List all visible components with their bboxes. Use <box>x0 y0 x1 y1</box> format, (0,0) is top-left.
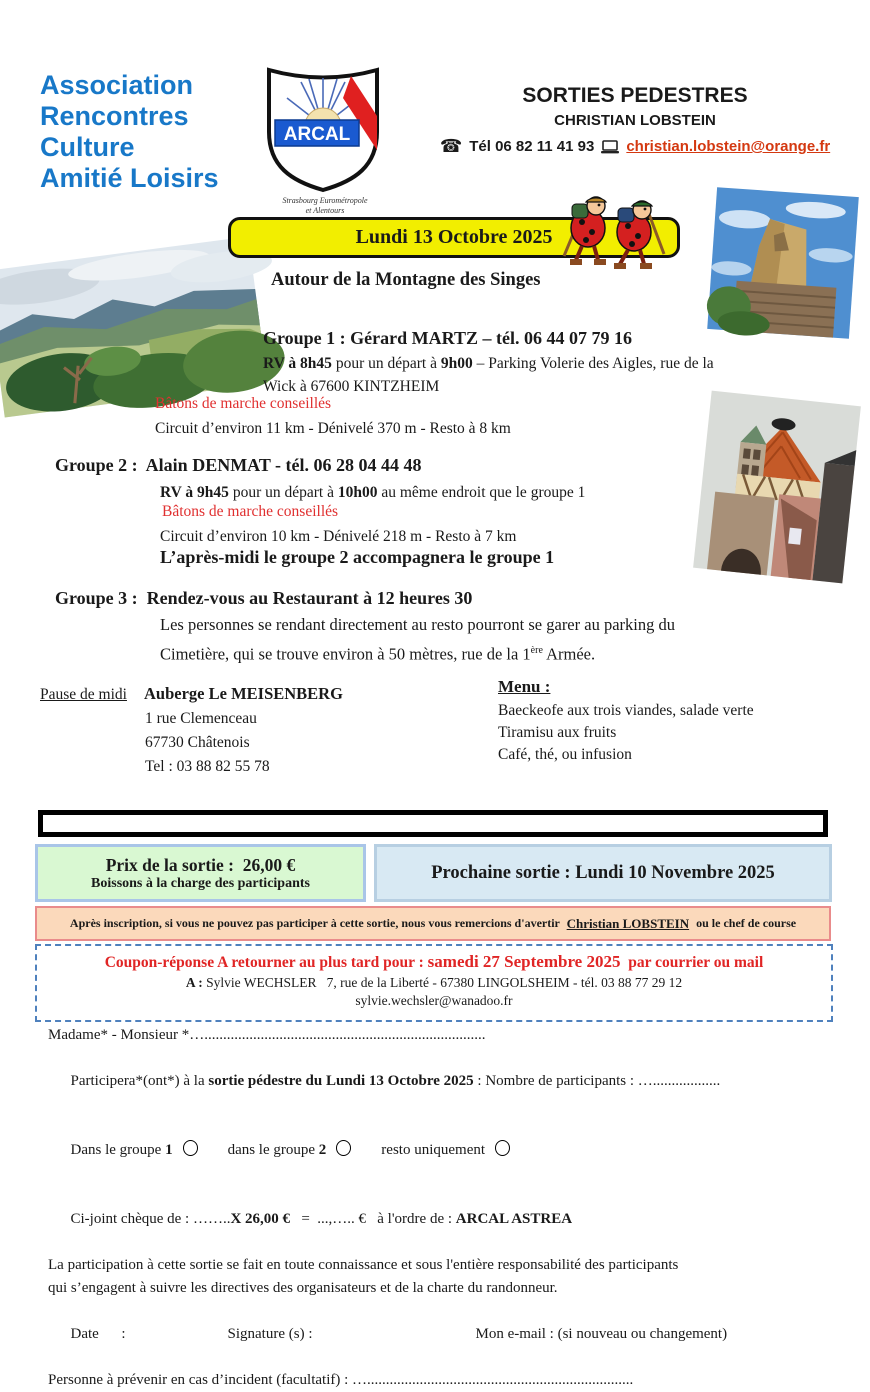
coupon-address-text: Sylvie WECHSLER 7, rue de la Liberté - 67380 LINGOLSHEIM - tél. 03 88 77 29 12 <box>202 975 683 990</box>
form-participation-pre: Participera*(ont*) à la <box>70 1073 209 1089</box>
form-email-label: Mon e-mail : (si nouveau ou changement) <box>475 1326 728 1342</box>
coupon-email-link[interactable]: sylvie.wechsler@wanadoo.fr <box>355 993 513 1008</box>
group2-rv-rest: au même endroit que le groupe 1 <box>377 484 586 501</box>
association-title <box>40 70 219 194</box>
group2-choice-circle[interactable] <box>336 1140 351 1156</box>
form-resto-label: resto uniquement <box>381 1142 486 1158</box>
form-responsibility-line1: La participation à cette sortie se fait en toute connaissance et sous l'entière responsabilité des participants <box>48 1257 679 1273</box>
outing-date: Lundi 13 Octobre 2025 <box>355 226 553 248</box>
restaurant-address2: 67730 Châtenois <box>145 734 250 751</box>
group2-rv-time: RV à 9h45 <box>160 484 229 501</box>
contact-phone: Tél 06 82 11 41 93 <box>469 138 595 155</box>
castle-photo <box>707 187 859 339</box>
group1-start-time: 9h00 <box>440 355 473 372</box>
arcal-logo <box>263 64 383 196</box>
group3-body <box>160 612 820 668</box>
group3-body-line2-pre: Cimetière, qui se trouve environ à 50 mètres, rue de la 1 <box>160 644 531 664</box>
form-group-choice-line <box>48 1116 843 1185</box>
form-cheque-line <box>48 1185 843 1254</box>
coupon-headline-post: par courrier ou mail <box>620 954 764 971</box>
group2-afternoon-note: L’après-midi le groupe 2 accompagnera le groupe 1 <box>160 547 555 567</box>
form-group1-number: 1 <box>165 1142 173 1158</box>
group3-body-line2-post: Armée. <box>542 644 596 664</box>
group1-circuit: Circuit d’environ 11 km - Dénivelé 370 m - Resto à 8 km <box>155 420 511 437</box>
form-group2-number: 2 <box>318 1142 327 1158</box>
group2-heading: Groupe 2 : Alain DENMAT - tél. 06 28 04 44 48 <box>55 455 422 475</box>
group3-ordinal-sup: ère <box>530 645 543 656</box>
form-responsibility-line2: qui s’engagent à suivre les directives des organisateurs et de la charte du randonneur. <box>48 1280 558 1296</box>
group1-rv-line <box>263 352 808 375</box>
reply-form <box>48 1024 843 1392</box>
menu-item: Tiramisu aux fruits <box>498 724 617 741</box>
menu-item: Café, thé, ou infusion <box>498 746 632 763</box>
coupon-address-label: A : <box>185 975 203 990</box>
form-name-line: Madame* - Monsieur *…........................................................................... <box>48 1027 486 1043</box>
logo-subtitle-line: et Alentours <box>305 206 345 215</box>
restaurant-phone: Tel : 03 88 82 55 78 <box>145 758 270 775</box>
coupon-headline <box>37 952 831 972</box>
group1-address-line: Wick à 67600 KINTZHEIM <box>263 378 440 395</box>
association-line: Culture <box>40 132 135 162</box>
form-cheque-pre: Ci-joint chèque de : …….. <box>70 1211 231 1227</box>
hikers-cartoon <box>558 180 670 272</box>
landscape-photo <box>0 235 268 418</box>
group2-note: Bâtons de marche conseillés <box>162 503 339 520</box>
form-signature-label: Signature (s) : <box>227 1326 313 1342</box>
restaurant-address1: 1 rue Clemenceau <box>145 710 257 727</box>
group2-circuit: Circuit d’environ 10 km - Dénivelé 218 m - Resto à 7 km <box>160 528 517 545</box>
group1-rv-mid: pour un départ à <box>331 355 441 372</box>
logo-text: ARCAL <box>283 124 351 145</box>
group2-rv-line <box>160 481 720 504</box>
association-line: Association <box>40 70 194 100</box>
page-title: SORTIES PEDESTRES <box>522 84 748 107</box>
group3-body-line2 <box>160 638 820 668</box>
form-group1-label: Dans le groupe <box>70 1142 166 1158</box>
computer-icon <box>601 140 619 154</box>
form-outing-ref: sortie pédestre du Lundi 13 Octobre 2025 <box>208 1073 474 1089</box>
next-outing-text: Prochaine sortie : Lundi 10 Novembre 2025 <box>431 862 775 883</box>
next-outing-box <box>374 844 832 902</box>
form-participation-line <box>48 1047 843 1116</box>
form-emergency-line: Personne à prévenir en cas d’incident (facultatif) : …....................................................................... <box>48 1372 634 1388</box>
association-line: Amitié Loisirs <box>40 163 219 193</box>
group3-heading: Groupe 3 : Rendez-vous au Restaurant à 12 heures 30 <box>55 588 473 608</box>
form-group2-label: dans le groupe <box>227 1142 319 1158</box>
group1-choice-circle[interactable] <box>183 1140 198 1156</box>
form-cheque-mid: = ...,….. € à l'ordre de : <box>290 1211 456 1227</box>
contact-row <box>420 136 850 157</box>
price-line: Prix de la sortie : 26,00 € <box>105 854 296 875</box>
group1-heading: Groupe 1 : Gérard MARTZ – tél. 06 44 07 79 16 <box>263 328 632 348</box>
empty-black-box <box>38 810 828 837</box>
resto-choice-circle[interactable] <box>495 1140 510 1156</box>
menu-item: Baeckeofe aux trois viandes, salade verte <box>498 702 754 719</box>
group1-rv-time: RV à 8h45 <box>263 355 332 372</box>
phone-icon: ☎ <box>439 136 463 157</box>
hiker-figure <box>564 197 606 262</box>
form-signature-line <box>48 1300 843 1369</box>
notice-post: ou le chef de course <box>693 916 797 930</box>
menu-title: Menu : <box>498 677 551 696</box>
lunch-label: Pause de midi <box>40 686 127 703</box>
notice-pre: Après inscription, si vous ne pouvez pas participer à cette sortie, nous vous remercions d'avertir <box>69 916 563 930</box>
logo-subtitle-line: Strasbourg Eurométropole <box>282 196 368 205</box>
coupon-deadline-date: samedi 27 Septembre 2025 <box>427 952 621 971</box>
group1-note: Bâtons de marche conseillés <box>155 395 332 412</box>
price-box <box>35 844 366 902</box>
form-cheque-amount: X 26,00 € <box>230 1211 291 1227</box>
outing-title: Autour de la Montagne des Singes <box>271 270 541 290</box>
restaurant-name: Auberge Le MEISENBERG <box>144 684 343 703</box>
form-participation-post: : Nombre de participants : ….................. <box>473 1073 721 1089</box>
drinks-note: Boissons à la charge des participants <box>91 875 310 891</box>
coupon-box <box>35 944 833 1022</box>
coupon-email-row <box>37 993 831 1009</box>
group1-rv-rest: – Parking Volerie des Aigles, rue de la <box>472 355 714 372</box>
form-payee-name: ARCAL ASTREA <box>455 1211 573 1227</box>
header-right <box>420 84 850 157</box>
association-line: Rencontres <box>40 101 189 131</box>
group3-body-line1: Les personnes se rendant directement au resto pourront se garer au parking du <box>160 615 675 634</box>
group2-rv-mid: pour un départ à <box>228 484 338 501</box>
form-date-label: Date : <box>70 1326 126 1342</box>
email-link[interactable]: christian.lobstein@orange.fr <box>626 138 831 155</box>
coupon-headline-pre: Coupon-réponse A retourner au plus tard pour : <box>104 954 428 971</box>
contact-name: CHRISTIAN LOBSTEIN <box>554 112 716 129</box>
logo-subtitle <box>255 196 395 216</box>
notice-contact-name: Christian LOBSTEIN <box>566 915 690 931</box>
hiker-figure <box>614 201 664 266</box>
coupon-address <box>37 975 831 991</box>
cancellation-notice <box>35 906 831 941</box>
group2-start-time: 10h00 <box>337 484 378 501</box>
